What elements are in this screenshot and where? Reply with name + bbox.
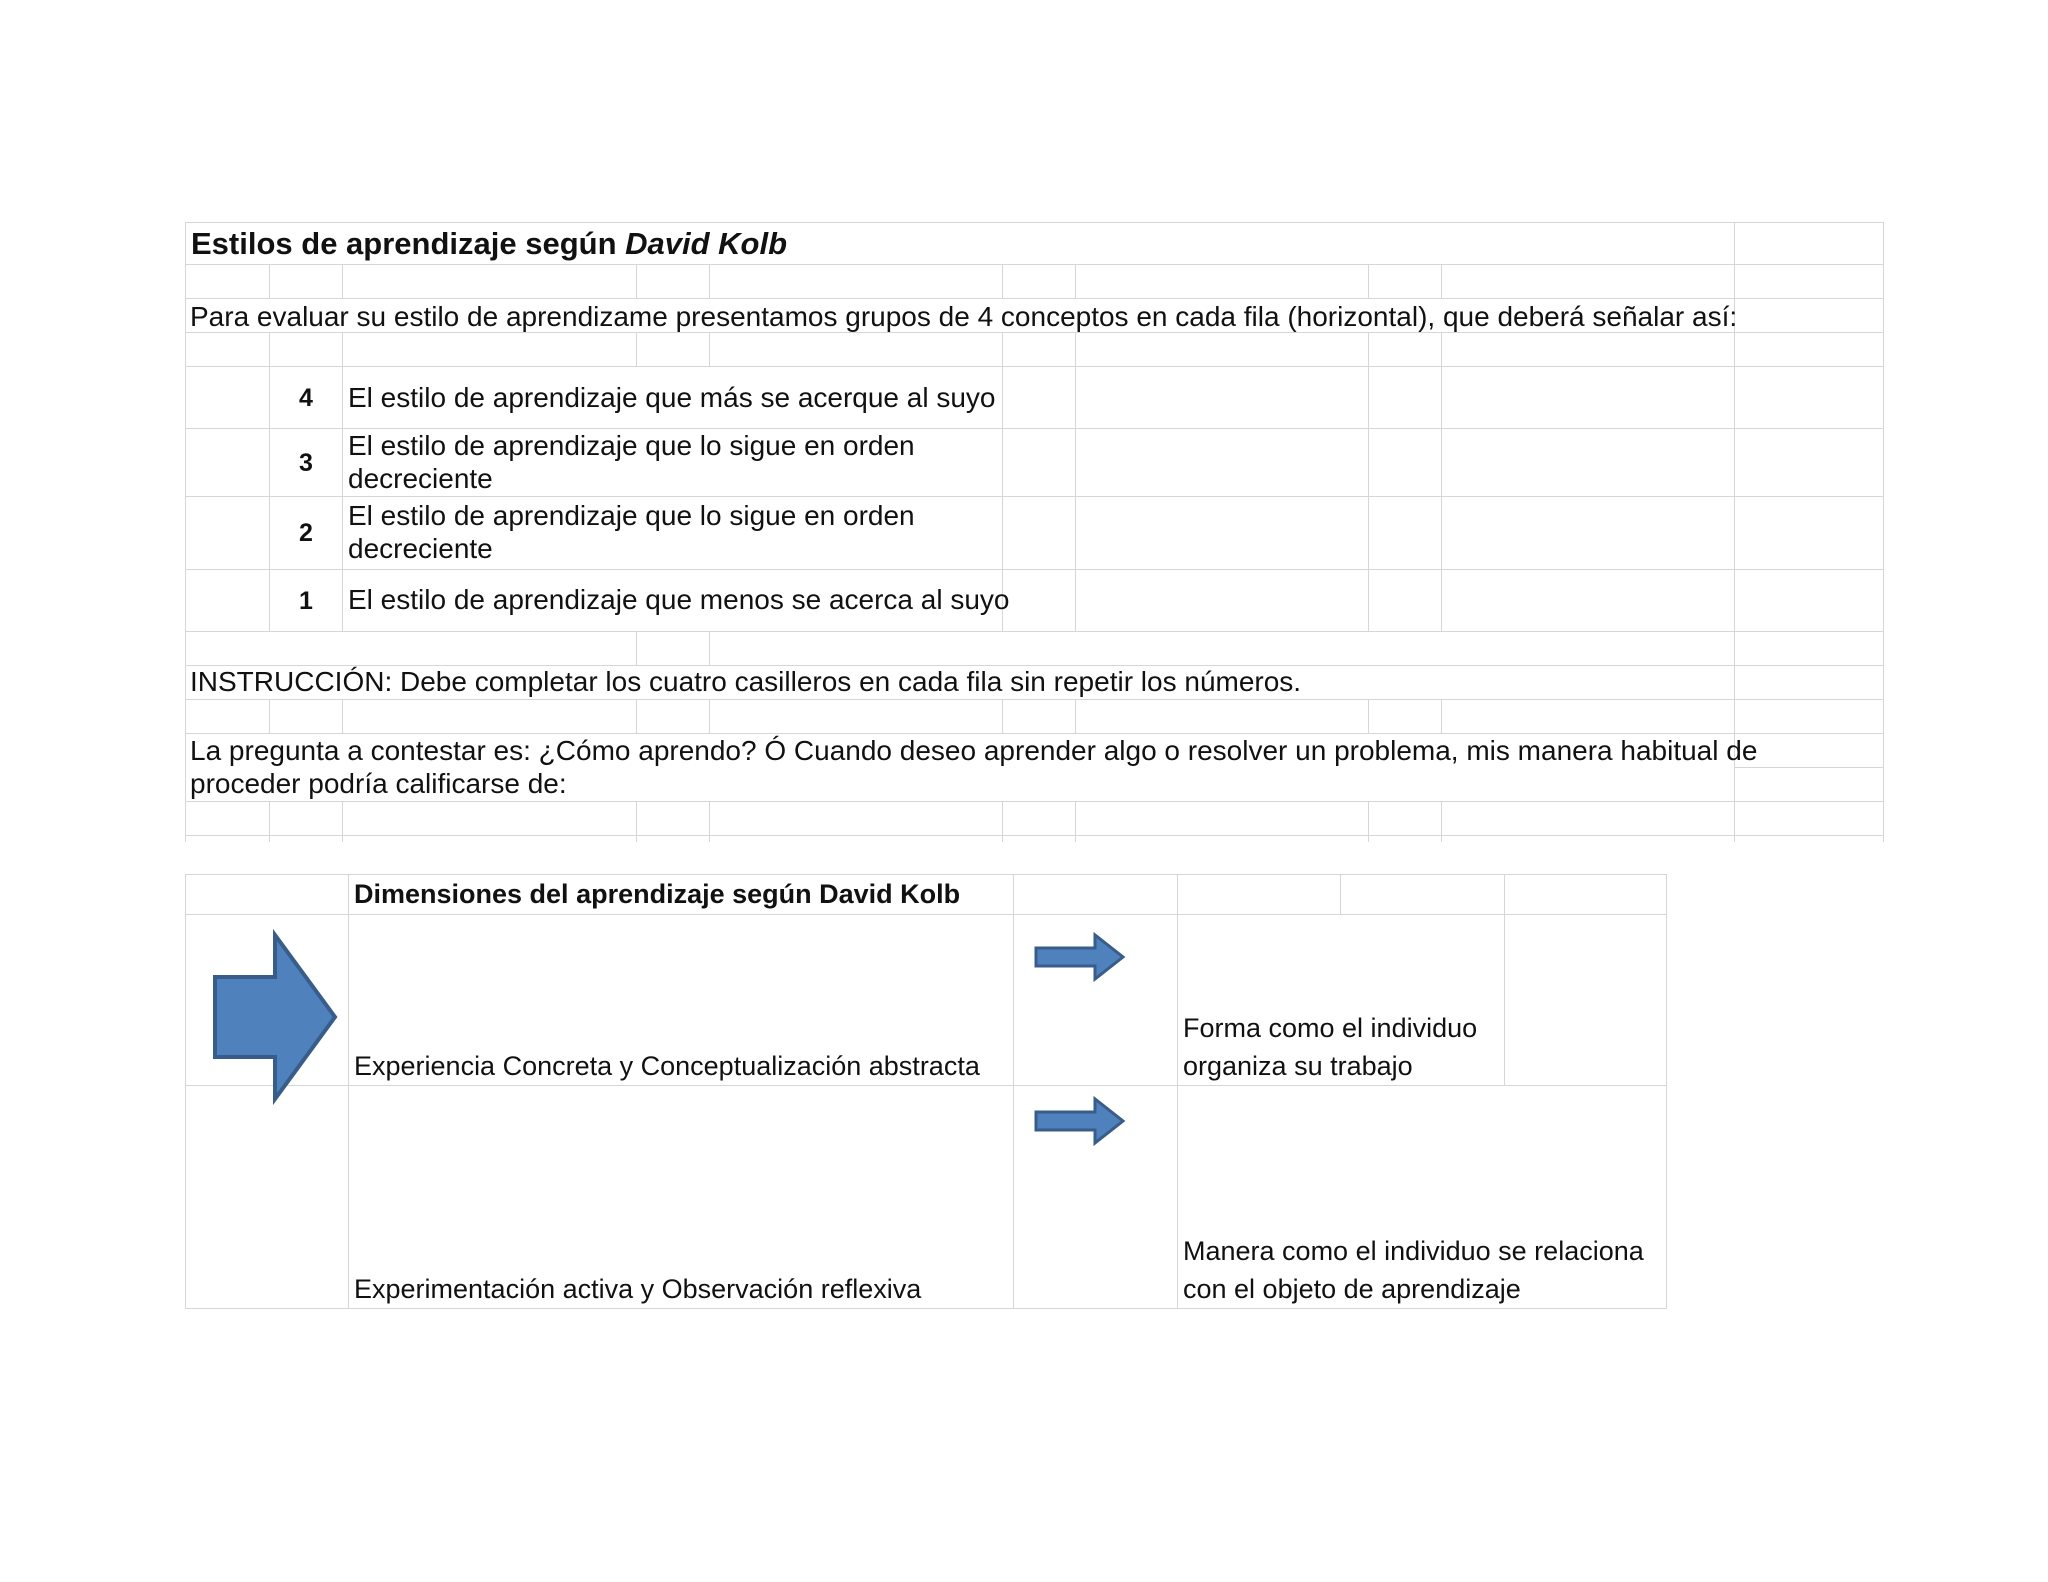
- dimension-row-1: Experiencia Concreta y Conceptualización abstracta: [354, 1051, 980, 1081]
- scale-number-4: 4: [299, 384, 313, 412]
- dimension-desc-2: Manera como el individuo se relaciona: [1183, 1236, 1644, 1266]
- scale-description-3-cont: decreciente: [348, 463, 493, 494]
- scale-number-3: 3: [299, 449, 313, 477]
- question-text-cont: proceder podría calificarse de:: [190, 768, 567, 799]
- scale-description-4: El estilo de aprendizaje que más se acerque al suyo: [348, 382, 996, 413]
- dimension-desc-1: Forma como el individuo: [1183, 1013, 1478, 1043]
- dimensions-header: Dimensiones del aprendizaje según David Kolb: [354, 879, 961, 909]
- instruction-text: INSTRUCCIÓN: Debe completar los cuatro casilleros en cada fila sin repetir los números.: [190, 666, 1302, 697]
- small-right-arrow-icon: [1033, 932, 1127, 982]
- dimension-row-2: Experimentación activa y Observación reflexiva: [354, 1274, 922, 1304]
- page-title: [191, 226, 787, 262]
- dimension-desc-1-cont: organiza su trabajo: [1183, 1051, 1413, 1081]
- page-title-author: David Kolb: [625, 226, 788, 261]
- question-text: La pregunta a contestar es: ¿Cómo aprendo? Ó Cuando deseo aprender algo o resolver un problema, mis manera habitual de: [190, 735, 1758, 766]
- dimension-desc-2-cont: con el objeto de aprendizaje: [1183, 1274, 1521, 1304]
- intro-text: Para evaluar su estilo de aprendizame presentamos grupos de 4 conceptos en cada fila (horizontal), que deberá señalar así:: [190, 301, 1738, 332]
- scale-description-2: El estilo de aprendizaje que lo sigue en orden: [348, 500, 915, 531]
- page-title-text: Estilos de aprendizaje según: [191, 226, 617, 261]
- scale-number-1: 1: [299, 587, 313, 615]
- small-right-arrow-icon: [1033, 1096, 1127, 1146]
- scale-description-3: El estilo de aprendizaje que lo sigue en orden: [348, 430, 915, 461]
- big-right-arrow-icon: [210, 932, 340, 1102]
- scale-description-2-cont: decreciente: [348, 533, 493, 564]
- scale-number-2: 2: [299, 519, 313, 547]
- scale-description-1: El estilo de aprendizaje que menos se acerca al suyo: [348, 584, 1010, 615]
